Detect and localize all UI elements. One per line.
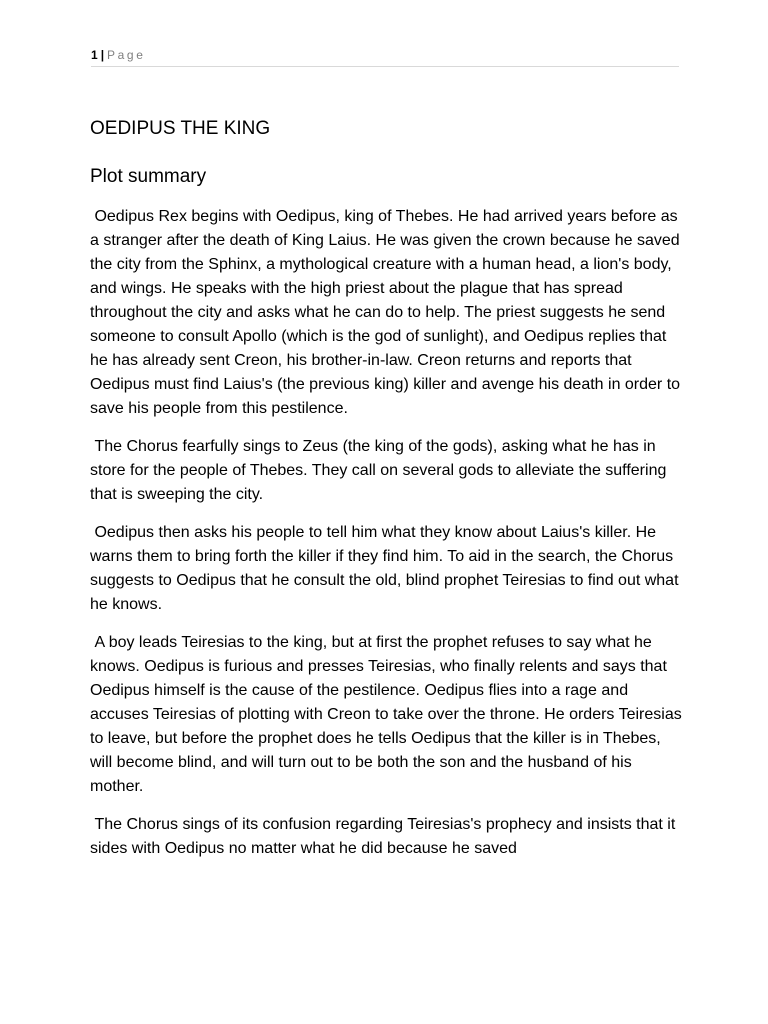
document-body [90, 115, 687, 875]
page-number: 1 [91, 48, 98, 62]
paragraph: The Chorus sings of its confusion regarding Teiresias's prophecy and insists that it sides with Oedipus no matter what he did because he saved [90, 816, 680, 857]
paragraph: A boy leads Teiresias to the king, but at first the prophet refuses to say what he knows. Oedipus is furious and presses Teiresias, who finally relents and says that Oedipus himself is the cause of the pestilence. Oedipus flies into a rage and accuses Teiresias of plotting with Creon to take over the throne. He orders Teiresias to leave, but before the prophet does he tells Oedipus that the killer is in Thebes, will become blind, and will turn out to be both the son and the husband of his mother. [90, 634, 687, 795]
document-subtitle: Plot summary [90, 166, 207, 187]
paragraph-list [90, 205, 687, 861]
page-word: Page [107, 48, 146, 62]
document-title: OEDIPUS THE KING [90, 118, 271, 139]
paragraph: Oedipus then asks his people to tell him what they know about Laius's killer. He warns them to bring forth the killer if they find him. To aid in the search, the Chorus suggests to Oedipus that he consult the old, blind prophet Teiresias to find out what he knows. [90, 524, 683, 613]
paragraph: Oedipus Rex begins with Oedipus, king of Thebes. He had arrived years before as a stranger after the death of King Laius. He was given the crown because he saved the city from the Sphinx, a mythological creature with a human head, a lion's body, and wings. He speaks with the high priest about the plague that has spread throughout the city and asks what he can do to help. The priest suggests he send someone to consult Apollo (which is the god of sunlight), and Oedipus replies that he has already sent Creon, his brother-in-law. Creon returns and reports that Oedipus must find Laius's (the previous king) killer and avenge his death in order to save his people from this pestilence. [90, 208, 685, 417]
page-separator: | [100, 48, 105, 62]
page-header [91, 46, 679, 67]
paragraph: The Chorus fearfully sings to Zeus (the king of the gods), asking what he has in store for the people of Thebes. They call on several gods to alleviate the suffering that is sweeping the city. [90, 438, 671, 503]
